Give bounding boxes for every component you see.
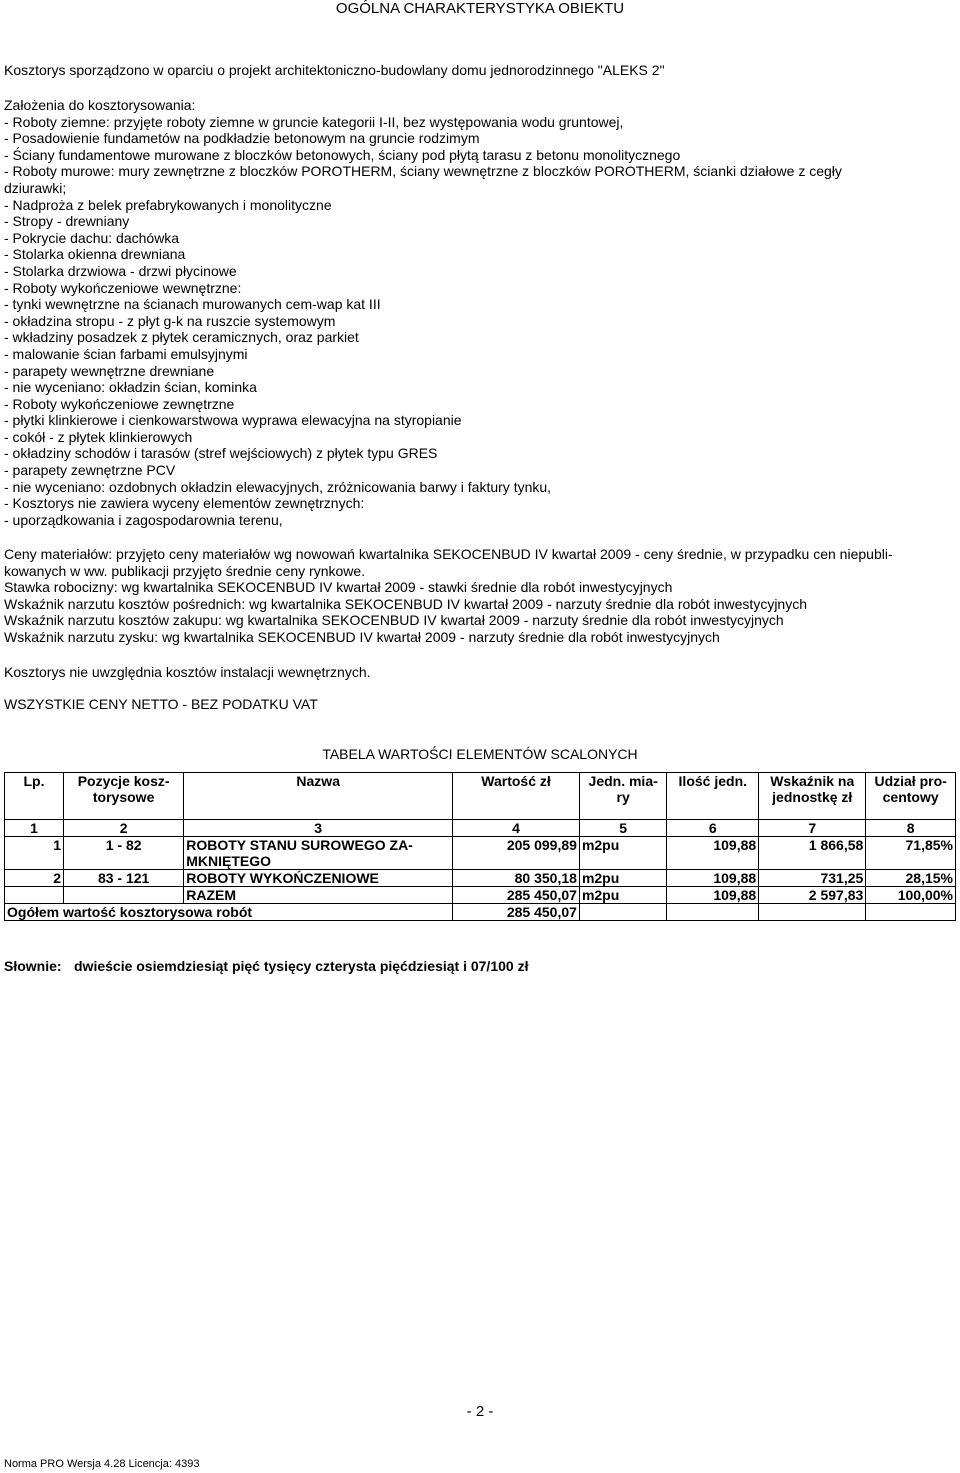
prices-section	[4, 546, 893, 646]
amount-in-words-label: Słownie:	[4, 958, 62, 974]
cell-lp: 2	[5, 870, 64, 887]
table-row	[5, 870, 956, 887]
assumption-line: - Nadproża z belek prefabrykowanych i monolityczne	[4, 196, 332, 213]
cell-udzial: 100,00%	[866, 887, 956, 904]
column-number: 8	[866, 820, 956, 837]
total-row	[5, 904, 956, 921]
cell-empty	[579, 904, 666, 921]
elements-table	[4, 772, 956, 921]
header-cell: Ilość jedn.	[667, 773, 759, 820]
cell-nazwa: ROBOTY WYKOŃCZENIOWE	[184, 870, 453, 887]
install-note: Kosztorys nie uwzględnia kosztów instalacji wewnętrznych.	[4, 664, 371, 680]
cell-jm: m2pu	[579, 837, 666, 870]
assumption-line: dziurawki;	[4, 179, 67, 196]
cell-total-label: Ogółem wartość kosztorysowa robót	[5, 904, 453, 921]
table-title: TABELA WARTOŚCI ELEMENTÓW SCALONYCH	[322, 746, 638, 762]
intro-text: Kosztorys sporządzono w oparciu o projekt architektoniczno-budowlany domu jednorodzinnego "ALEKS 2"	[4, 62, 665, 78]
price-line: Wskaźnik narzutu kosztów zakupu: wg kwartalnika SEKOCENBUD IV kwartał 2009 - narzuty średnie dla robót inwestycyjnych	[4, 612, 784, 629]
cell-ilosc: 109,88	[667, 887, 759, 904]
cell-wartosc: 205 099,89	[453, 837, 580, 870]
assumption-line: - tynki wewnętrzne na ścianach murowanych cem-wap kat III	[4, 296, 381, 313]
column-number: 6	[667, 820, 759, 837]
assumption-line: - okładzina stropu - z płyt g-k na ruszcie systemowym	[4, 312, 336, 329]
assumptions-list	[4, 97, 842, 528]
table-header-row	[5, 773, 956, 820]
header-cell: Jedn. mia-ry	[579, 773, 666, 820]
header-cell: Wskaźnik na jednostkę zł	[759, 773, 866, 820]
cell-ilosc: 109,88	[667, 837, 759, 870]
assumption-line: - Posadowienie fundametów na podkładzie betonowym na gruncie rodzimym	[4, 130, 480, 147]
column-number: 5	[579, 820, 666, 837]
column-number: 2	[64, 820, 184, 837]
cell-udzial: 71,85%	[866, 837, 956, 870]
cell-lp: 1	[5, 837, 64, 870]
price-line: Wskaźnik narzutu kosztów pośrednich: wg kwartalnika SEKOCENBUD IV kwartał 2009 - narzuty średnie dla robót inwestycyjnych	[4, 595, 807, 612]
price-line: Stawka robocizny: wg kwartalnika SEKOCENBUD IV kwartał 2009 - stawki średnie dla robót inwestycyjnych	[4, 579, 673, 596]
price-line: kowanych w ww. publikacji przyjęto średnie ceny rynkowe.	[4, 562, 366, 579]
cell-jm: m2pu	[579, 870, 666, 887]
assumption-line: - Stolarka okienna drewniana	[4, 246, 186, 263]
assumption-line: - Roboty wykończeniowe zewnętrzne	[4, 395, 235, 412]
amount-in-words-value: dwieście osiemdziesiąt pięć tysięcy czterysta pięćdziesiąt i 07/100 zł	[74, 958, 529, 974]
header-cell: Lp.	[5, 773, 64, 820]
assumption-line: - uporządkowania i zagospodarownia terenu,	[4, 511, 283, 528]
cell-empty	[64, 887, 184, 904]
cell-wartosc: 80 350,18	[453, 870, 580, 887]
assumption-line: - nie wyceniano: ozdobnych okładzin elewacyjnych, zróżnicowania barwy i faktury tynku,	[4, 478, 552, 495]
assumption-line: - wkładziny posadzek z płytek ceramicznych, oraz parkiet	[4, 329, 359, 346]
page-number: - 2 -	[466, 1403, 494, 1420]
column-number-row	[5, 820, 956, 837]
cell-udzial: 28,15%	[866, 870, 956, 887]
assumption-line: - cokół - z płytek klinkierowych	[4, 428, 193, 445]
price-line: Ceny materiałów: przyjęto ceny materiałów wg nowowań kwartalnika SEKOCENBUD IV kwartał 2009 - ceny średnie, w przypadku cen niepubli-	[4, 546, 893, 562]
assumption-line: - parapety zewnętrzne PCV	[4, 462, 176, 479]
cell-wskaznik: 1 866,58	[759, 837, 866, 870]
assumption-line: - Roboty ziemne: przyjęte roboty ziemne w gruncie kategorii I-II, bez występowania wodu gruntowej,	[4, 113, 624, 130]
assumption-line: - Roboty murowe: mury zewnętrzne z bloczków POROTHERM, ściany wewnętrzne z bloczków POROTHERM, ścianki działowe z cegły	[4, 163, 842, 180]
assumption-line: - parapety wewnętrzne drewniane	[4, 362, 215, 379]
cell-ilosc: 109,88	[667, 870, 759, 887]
assumption-line: Założenia do kosztorysowania:	[4, 97, 196, 113]
assumption-line: - Stropy - drewniany	[4, 213, 130, 230]
cell-pozycje: 1 - 82	[64, 837, 184, 870]
assumption-line: - Roboty wykończeniowe wewnętrzne:	[4, 279, 242, 296]
column-number: 1	[5, 820, 64, 837]
vat-note: WSZYSTKIE CENY NETTO - BEZ PODATKU VAT	[4, 696, 318, 712]
footer-text: Norma PRO Wersja 4.28 Licencja: 4393	[4, 1458, 200, 1470]
assumption-line: - okładziny schodów i tarasów (stref wejściowych) z płytek typu GRES	[4, 445, 438, 462]
razem-row	[5, 887, 956, 904]
assumption-line: - nie wyceniano: okładzin ścian, kominka	[4, 379, 257, 396]
assumption-line: - Ściany fundamentowe murowane z bloczków betonowych, ściany pod płytą tarasu z betonu monolitycznego	[4, 146, 681, 163]
cell-wskaznik: 2 597,83	[759, 887, 866, 904]
cell-wartosc: 285 450,07	[453, 887, 580, 904]
header-cell: Nazwa	[184, 773, 453, 820]
assumption-line: - płytki klinkierowe i cienkowarstwowa wyprawa elewacyjna na styropianie	[4, 412, 462, 429]
cell-empty	[759, 904, 866, 921]
table-row	[5, 837, 956, 870]
cell-nazwa: ROBOTY STANU SUROWEGO ZA-MKNIĘTEGO	[184, 837, 453, 870]
cell-empty	[5, 887, 64, 904]
page-title: OGÓLNA CHARAKTERYSTYKA OBIEKTU	[335, 0, 625, 17]
header-cell: Pozycje kosz-torysowe	[64, 773, 184, 820]
column-number: 4	[453, 820, 580, 837]
price-line: Wskaźnik narzutu zysku: wg kwartalnika SEKOCENBUD IV kwartał 2009 - narzuty średnie dla robót inwestycyjnych	[4, 628, 720, 645]
cell-empty	[667, 904, 759, 921]
cell-empty	[866, 904, 956, 921]
cell-jm: m2pu	[579, 887, 666, 904]
header-cell: Wartość zł	[453, 773, 580, 820]
cell-total-value: 285 450,07	[453, 904, 580, 921]
amount-in-words	[4, 958, 528, 974]
assumption-line: - Kosztorys nie zawiera wyceny elementów zewnętrznych:	[4, 495, 365, 512]
cell-pozycje: 83 - 121	[64, 870, 184, 887]
assumption-line: - malowanie ścian farbami emulsyjnymi	[4, 345, 248, 362]
header-cell: Udział pro-centowy	[866, 773, 956, 820]
column-number: 3	[184, 820, 453, 837]
assumption-line: - Pokrycie dachu: dachówka	[4, 229, 180, 246]
column-number: 7	[759, 820, 866, 837]
assumption-line: - Stolarka drzwiowa - drzwi płycinowe	[4, 262, 237, 279]
cell-razem-label: RAZEM	[184, 887, 453, 904]
cell-wskaznik: 731,25	[759, 870, 866, 887]
